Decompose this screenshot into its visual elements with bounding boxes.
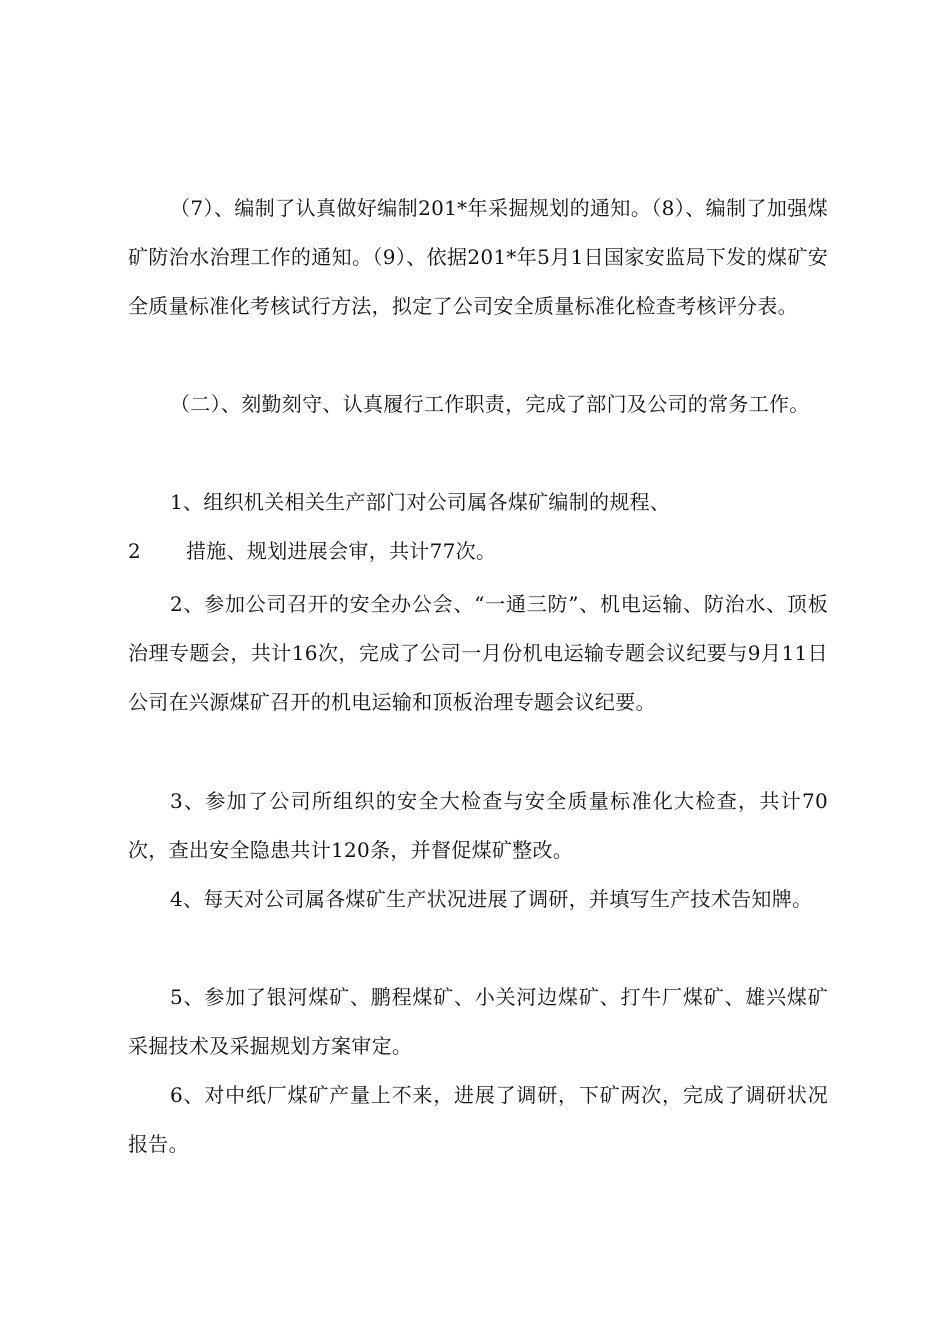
paragraph-item-3: 3、参加了公司所组织的安全大检查与安全质量标准化大检查，共计70次，查出安全隐患共计120条，并督促煤矿整改。 bbox=[128, 789, 828, 862]
paragraph-item-1: 1、组织机关相关生产部门对公司属各煤矿编制的规程、 bbox=[170, 490, 671, 514]
paragraph-item-1-continuation: 措施、规划进展会审，共计77次。 bbox=[186, 539, 497, 563]
paragraph-compiled-notices: （7）、编制了认真做好编制201*年采掘规划的通知。（8）、编制了加强煤矿防治水治理工作的通知。（9）、依据201*年5月1日国家安监局下发的煤矿安全质量标准化考核试行方法，拟定了公司安全质量标准化检查考核评分表。 bbox=[128, 196, 828, 318]
paragraph-item-6: 6、对中纸厂煤矿产量上不来，进展了调研，下矿两次，完成了调研状况报告。 bbox=[128, 1083, 828, 1156]
paragraph-section-two-heading: （二）、刻勤刻守、认真履行工作职责，完成了部门及公司的常务工作。 bbox=[170, 392, 810, 416]
paragraph-item-4: 4、每天对公司属各煤矿生产状况进展了调研，并填写生产技术告知牌。 bbox=[170, 887, 813, 911]
paragraph-item-2: 2、参加公司召开的安全办公会、“一通三防”、机电运输、防治水、顶板治理专题会，共计16次，完成了公司一月份机电运输专题会议纪要与9月11日公司在兴源煤矿召开的机电运输和顶板治理专题会议纪要。 bbox=[128, 592, 828, 714]
paragraph-item-5: 5、参加了银河煤矿、鹏程煤矿、小关河边煤矿、打牛厂煤矿、雄兴煤矿采掘技术及采掘规划方案审定。 bbox=[128, 985, 828, 1058]
line-number: 2 bbox=[128, 539, 141, 563]
